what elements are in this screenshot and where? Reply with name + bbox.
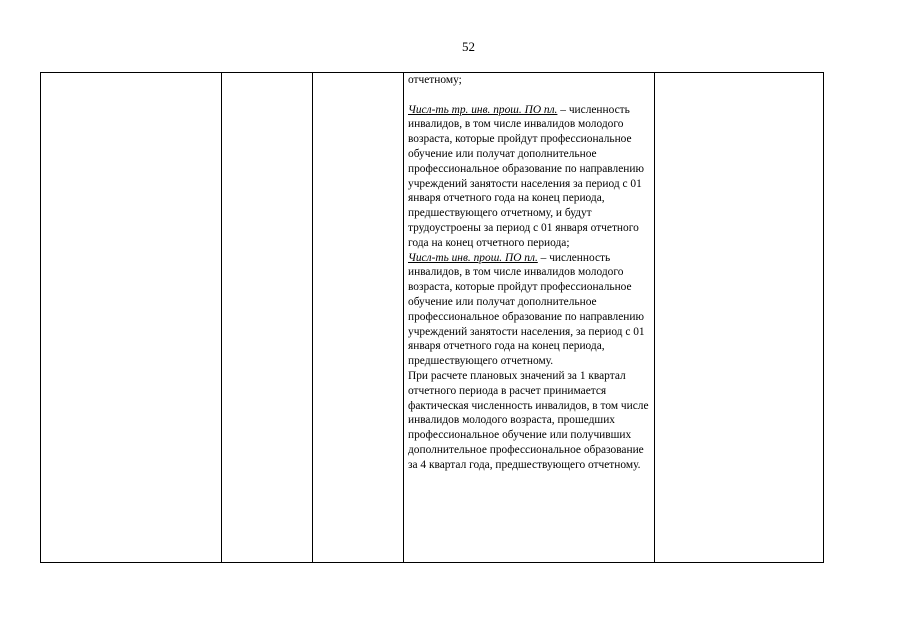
term-1: Числ-ть тр. инв. прош. ПО пл. — [408, 103, 558, 116]
definition-text-1: – численность инвалидов, в том числе инвалидов молодого возраста, которые пройдут профессиональное обучение или получат дополнительное профессиональное образование по направлению учреждений занятости населения за период с 01 января отчетного года на конец периода, предшествующего отчетному, и будут трудоустроены за период с 01 января отчетного года на конец отчетного периода; — [408, 103, 644, 249]
paragraph-gap — [408, 88, 650, 103]
definition-paragraph-2 — [408, 251, 650, 369]
table-row — [41, 73, 824, 563]
table-cell-empty-5 — [655, 73, 824, 563]
page-number: 52 — [462, 39, 475, 54]
note-paragraph: При расчете плановых значений за 1 квартал отчетного периода в расчет принимается фактическая численность инвалидов, в том числе инвалидов молодого возраста, прошедших профессиональное обучение или получивших дополнительное профессиональное образование за 4 квартал года, предшествующего отчетному. — [408, 369, 649, 471]
document-table — [40, 72, 824, 563]
table-cell-empty-2 — [222, 73, 313, 563]
table-cell-empty-1 — [41, 73, 222, 563]
table-cell-empty-3 — [313, 73, 404, 563]
definition-text-2: – численность инвалидов, в том числе инвалидов молодого возраста, которые пройдут профессиональное обучение или получат дополнительное профессиональное образование по направлению учреждений занятости населения, за период с 01 января отчетного года на конец периода, предшествующего отчетному. — [408, 251, 645, 368]
table-cell-formula-description — [404, 73, 655, 563]
definition-paragraph-1 — [408, 103, 650, 251]
continuation-line: отчетному; — [408, 74, 462, 86]
term-2: Числ-ть инв. прош. ПО пл. — [408, 251, 538, 264]
